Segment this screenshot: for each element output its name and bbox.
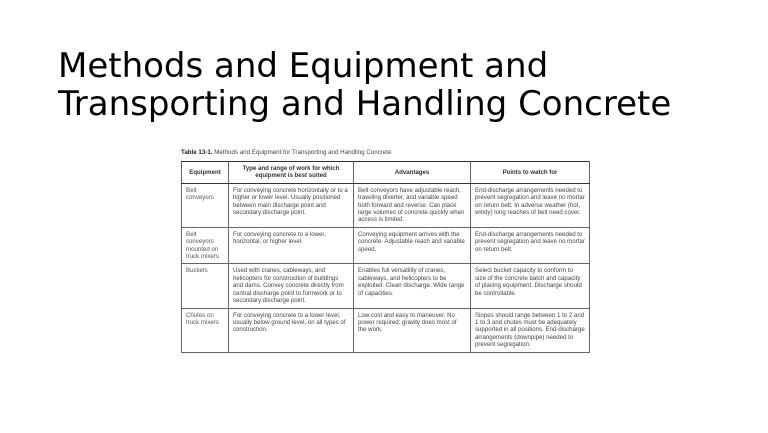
table-row xyxy=(182,227,590,264)
table-caption xyxy=(181,148,589,157)
cell-type-and-range: For conveying concrete to a lower, horizontal, or higher level. xyxy=(229,227,354,264)
cell-advantages: Belt conveyors have adjustable reach, traveling diverter, and variable speed both forward and reverse. Can place large volumes of concrete quickly when access is limited. xyxy=(354,183,471,227)
table-header-row xyxy=(182,162,590,184)
slide-title-line-1: Methods and Equipment and xyxy=(58,45,549,86)
cell-equipment: Belt conveyors mounted on truck mixers xyxy=(182,227,229,264)
table-row xyxy=(182,264,590,308)
slide-title-line-2: Transporting and Handling Concrete xyxy=(58,83,672,124)
table-caption-label: Table 13-1. xyxy=(181,149,213,156)
header-type-and-range: Type and range of work for which equipment is best suited xyxy=(229,162,354,184)
cell-equipment: Belt conveyors xyxy=(182,183,229,227)
cell-advantages: Conveying equipment arrives with the concrete. Adjustable reach and variable speed. xyxy=(354,227,471,264)
cell-points-to-watch: Select bucket capacity to conform to size of the concrete batch and capacity of placing equipment. Discharge should be controllable. xyxy=(471,264,590,308)
cell-equipment: Buckets xyxy=(182,264,229,308)
cell-type-and-range: For conveying concrete to a lower level, usually below ground level, on all types of construction. xyxy=(229,308,354,352)
cell-points-to-watch: End-discharge arrangements needed to prevent segregation and leave no mortar on return belt. xyxy=(471,227,590,264)
header-points-to-watch: Points to watch for xyxy=(471,162,590,184)
table-figure xyxy=(181,148,589,353)
slide-title xyxy=(58,47,758,123)
table-row xyxy=(182,308,590,352)
table-caption-text: Methods and Equipment for Transporting and Handling Concrete xyxy=(214,149,392,156)
table-row xyxy=(182,183,590,227)
cell-points-to-watch: Slopes should range between 1 to 2 and 1 to 3 and chutes must be adequately supported in all positions. End-discharge arrangements (downpipe) needed to prevent segregation. xyxy=(471,308,590,352)
cell-equipment: Chutes on truck mixers xyxy=(182,308,229,352)
cell-advantages: Low cost and easy to maneuver. No power required; gravity does most of the work. xyxy=(354,308,471,352)
methods-equipment-table xyxy=(181,161,590,353)
cell-points-to-watch: End-discharge arrangements needed to prevent segregation and leave no mortar on return belt. In adverse weather (hot, windy) long reaches of belt need cover. xyxy=(471,183,590,227)
cell-type-and-range: For conveying concrete horizontally or to a higher or lower level. Usually positioned between main discharge point and secondary discharge point. xyxy=(229,183,354,227)
header-equipment: Equipment xyxy=(182,162,229,184)
cell-advantages: Enables full versatility of cranes, cableways, and helicopters to be exploited. Clean discharge. Wide range of capacities. xyxy=(354,264,471,308)
cell-type-and-range: Used with cranes, cableways, and helicopters for construction of buildings and dams. Convey concrete directly from central discharge point to formwork or to secondary discharge point. xyxy=(229,264,354,308)
header-advantages: Advantages xyxy=(354,162,471,184)
